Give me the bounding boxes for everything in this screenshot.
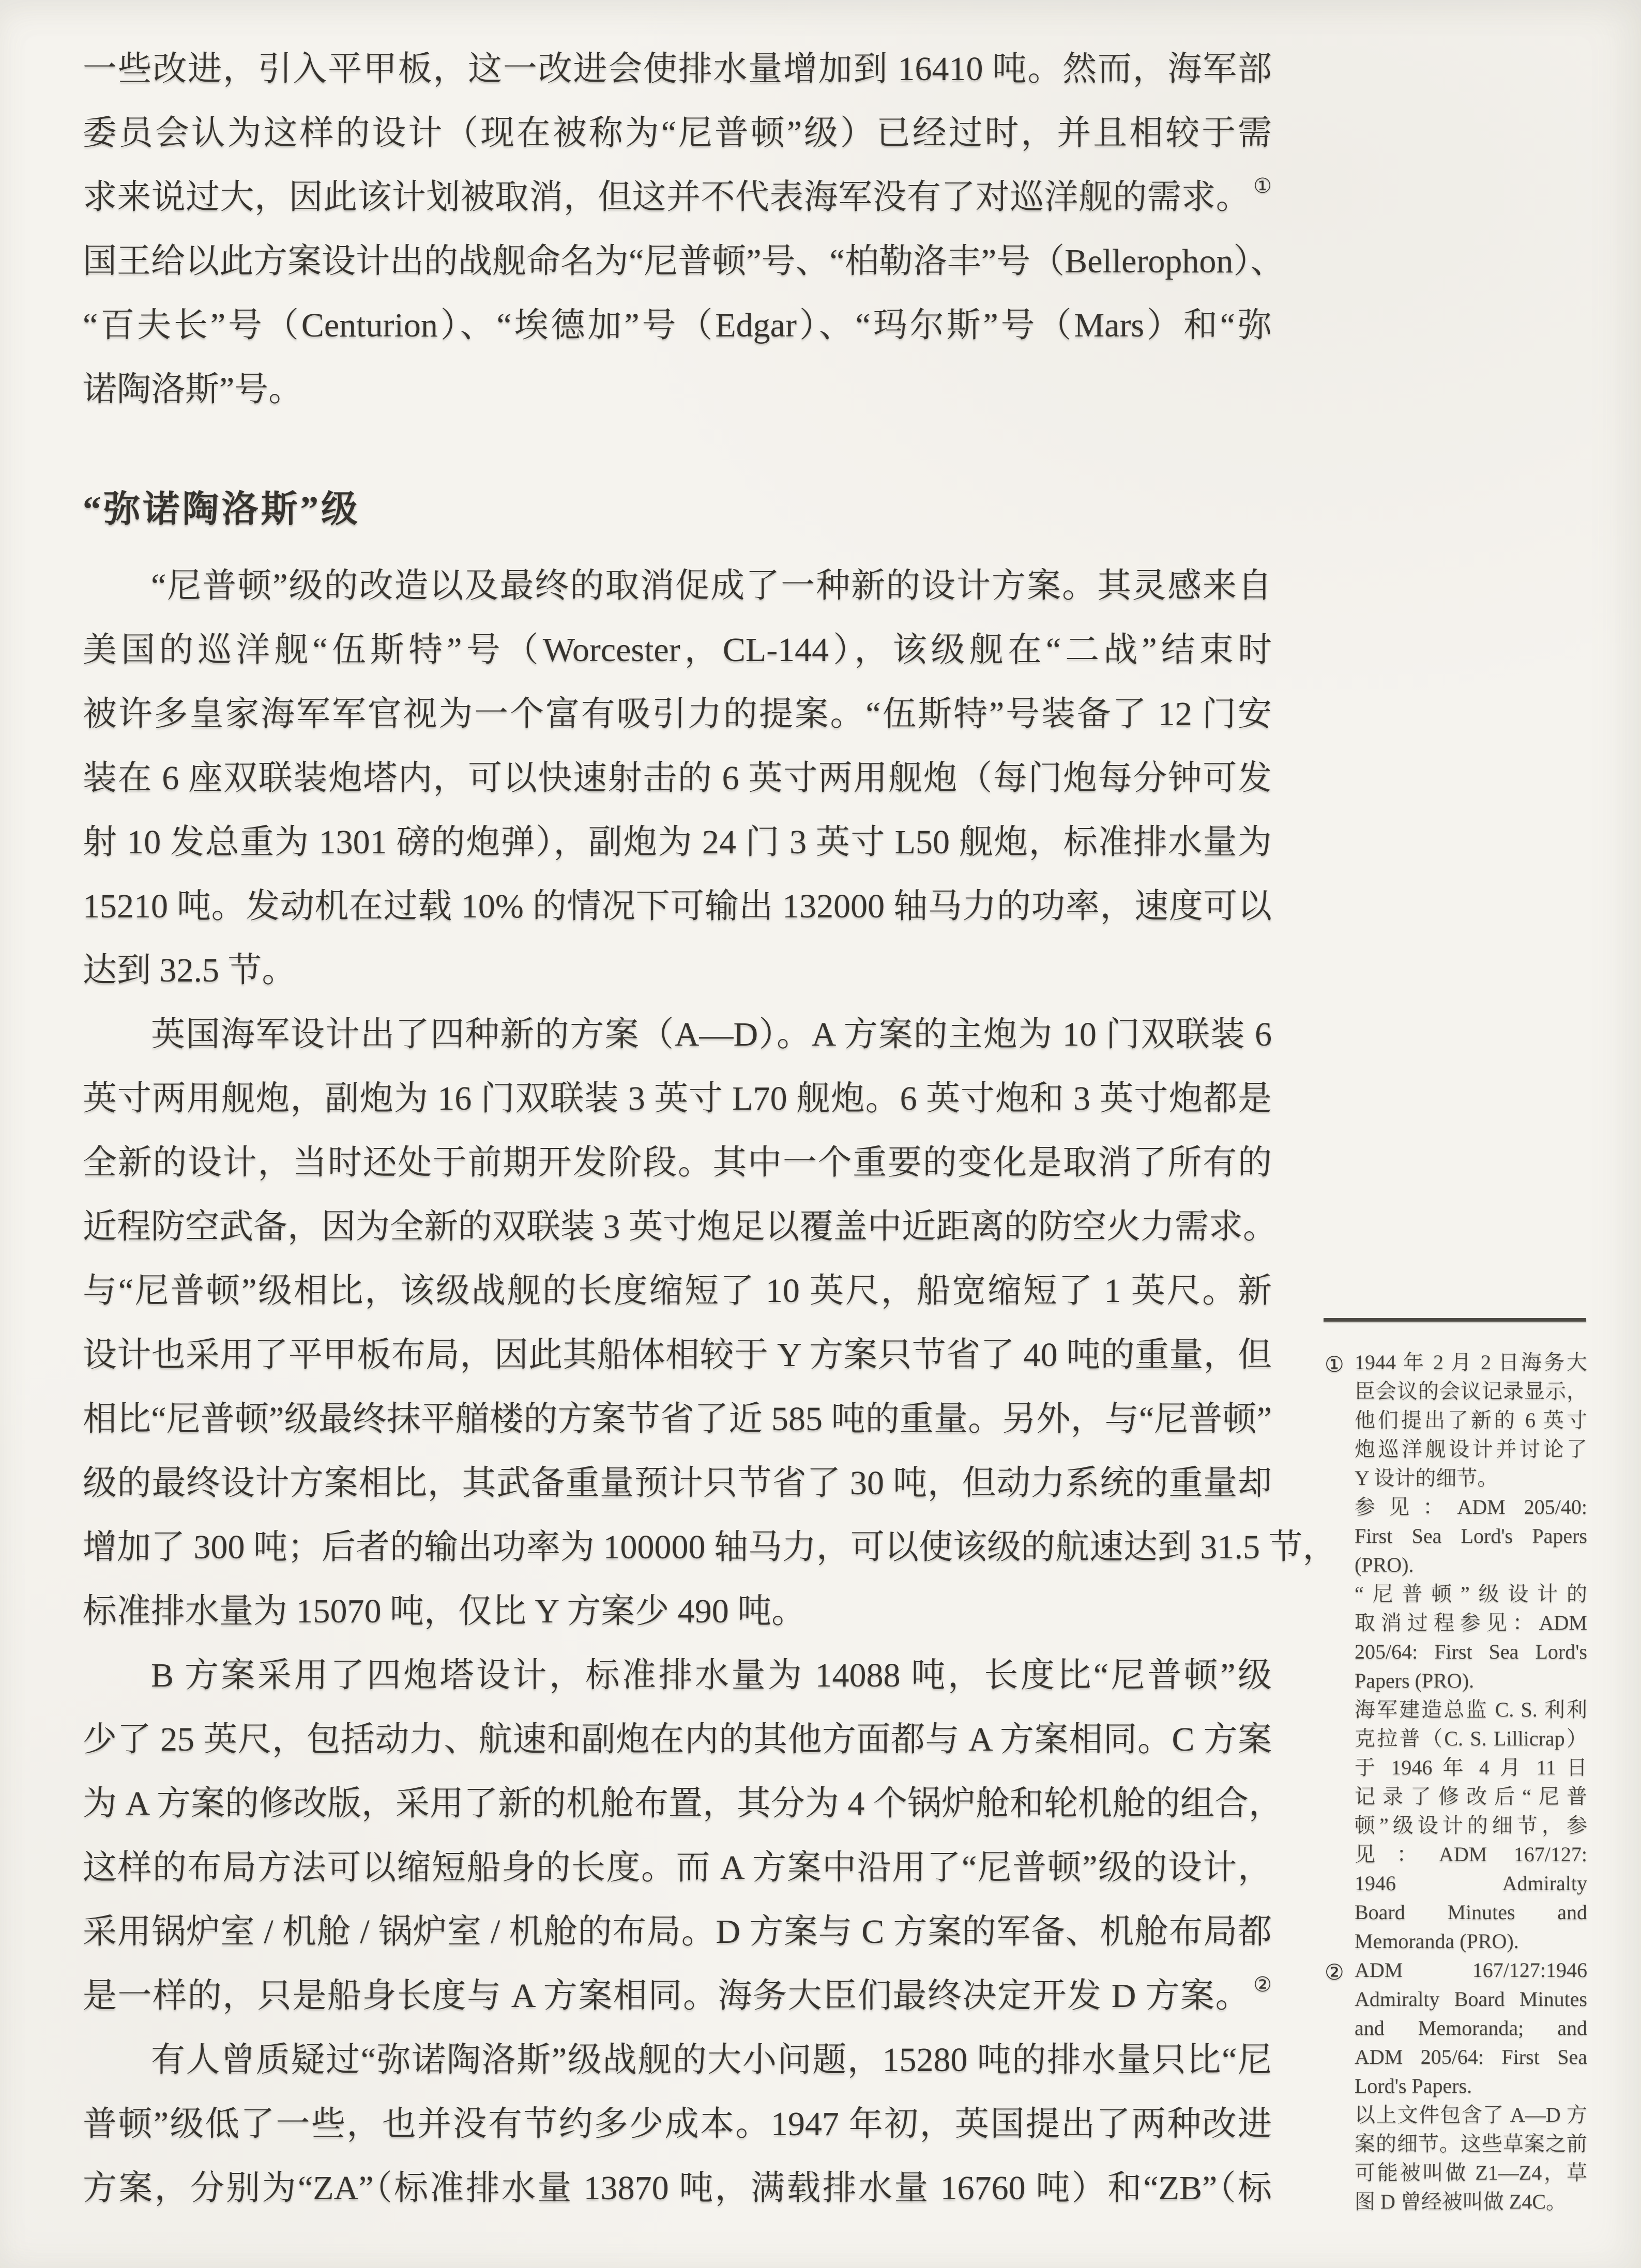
text-line: 记录了修改后“尼普 xyxy=(1355,1785,1587,1808)
text-line: 被许多皇家海军军官视为一个富有吸引力的提案。“伍斯特”号装备了 12 门安 xyxy=(83,695,1272,733)
text-line: ADM 167/127:1946 xyxy=(1355,1958,1587,1982)
text-line: (PRO). xyxy=(1355,1553,1414,1576)
text-line: 普顿”级低了一些，也并没有节约多少成本。1947 年初，英国提出了两种改进 xyxy=(83,2105,1272,2143)
footnote-2-text xyxy=(1355,1956,1587,2216)
text-line: 可能被叫做 Z1—Z4，草 xyxy=(1355,2161,1587,2184)
text-line: 射 10 发总重为 1301 磅的炮弹），副炮为 24 门 3 英寸 L50 舰炮，标准排水量为 xyxy=(83,823,1272,861)
footnote-divider xyxy=(1324,1318,1586,1322)
text-line: 英寸两用舰炮，副炮为 16 门双联装 3 英寸 L70 舰炮。6 英寸炮和 3 英寸炮都是 xyxy=(83,1080,1272,1117)
text-line: 这样的布局方法可以缩短船身的长度。而 A 方案中沿用了“尼普顿”级的设计， xyxy=(83,1849,1272,1887)
text-line: 近程防空武备，因为全新的双联装 3 英寸炮足以覆盖中近距离的防空火力需求。 xyxy=(83,1208,1277,1246)
paragraph-size-question xyxy=(83,2028,1272,2220)
paragraph-worcester xyxy=(83,554,1272,1003)
text-line: 图 D 曾经被叫做 Z4C。 xyxy=(1355,2190,1567,2213)
text-line: 委员会认为这样的设计（现在被称为“尼普顿”级）已经过时，并且相较于需 xyxy=(83,114,1272,152)
text-line: 克拉普（C. S. Lillicrap） xyxy=(1355,1727,1587,1750)
text-line: 见：ADM 167/127: xyxy=(1355,1843,1587,1866)
footnote-marker-1: ① xyxy=(1325,1353,1344,1377)
text-line: 205/64: First Sea Lord's xyxy=(1355,1640,1587,1663)
text-line: Admiralty Board Minutes xyxy=(1355,1987,1587,2011)
text-line: 一些改进，引入平甲板，这一改进会使排水量增加到 16410 吨。然而，海军部 xyxy=(83,50,1272,88)
text-line: 海军建造总监 C. S. 利利 xyxy=(1355,1698,1587,1721)
text-line: Papers (PRO). xyxy=(1355,1669,1475,1692)
text-line: 全新的设计，当时还处于前期开发阶段。其中一个重要的变化是取消了所有的 xyxy=(83,1144,1272,1182)
text-line: 臣会议的会议记录显示， xyxy=(1355,1380,1587,1403)
text-line: 为 A 方案的修改版，采用了新的机舱布置，其分为 4 个锅炉舱和轮机舱的组合， xyxy=(83,1785,1283,1822)
paragraph-continuation xyxy=(83,37,1285,422)
text-line: 案的细节。这些草案之前 xyxy=(1355,2132,1587,2155)
text-line: Y 设计的细节。 xyxy=(1355,1466,1498,1490)
text-line: 相比“尼普顿”级最终抹平艏楼的方案节省了近 585 吨的重量。另外，与“尼普顿” xyxy=(83,1400,1272,1438)
text-line: 采用锅炉室 / 机舱 / 锅炉室 / 机舱的布局。D 方案与 C 方案的军备、机舱布局都 xyxy=(83,1913,1272,1951)
main-text-column xyxy=(83,37,1337,2220)
text-line: 装在 6 座双联装炮塔内，可以快速射击的 6 英寸两用舰炮（每门炮每分钟可发 xyxy=(83,759,1272,797)
text-line: 与“尼普顿”级相比，该级战舰的长度缩短了 10 英尺，船宽缩短了 1 英尺。新 xyxy=(83,1272,1272,1310)
text-line: Memoranda (PRO). xyxy=(1355,1929,1519,1953)
text-line: 求来说过大，因此该计划被取消，但这并不代表海军没有了对巡洋舰的需求。 ① xyxy=(83,174,1272,216)
text-line: 顿”级设计的细节，参 xyxy=(1355,1814,1587,1837)
text-line: 他们提出了新的 6 英寸 xyxy=(1355,1408,1587,1432)
text-line: “百夫长”号（Centurion）、“埃德加”号（Edgar）、“玛尔斯”号（Mars）和“弥 xyxy=(83,307,1272,344)
footnote-ref-marker: ① xyxy=(1253,174,1272,197)
text-line: First Sea Lord's Papers xyxy=(1355,1524,1587,1547)
text-line: 国王给以此方案设计出的战舰命名为“尼普顿”号、“柏勒洛丰”号（Bellerophon）、 xyxy=(83,242,1285,280)
footnote-ref-marker: ② xyxy=(1253,1973,1272,1996)
text-line: 诺陶洛斯”号。 xyxy=(83,371,303,408)
footnote-marker-2: ② xyxy=(1325,1961,1344,1985)
text-line: “尼普顿”级的改造以及最终的取消促成了一种新的设计方案。其灵感来自 xyxy=(151,567,1272,605)
footnote-2 xyxy=(1324,1956,1587,2216)
text-line: 增加了 300 吨；后者的输出功率为 100000 轴马力，可以使该级的航速达到 31.5 节， xyxy=(83,1528,1337,1566)
footnote-column xyxy=(1324,1318,1587,2216)
text-line: 方案，分别为“ZA”（标准排水量 13870 吨，满载排水量 16760 吨）和“ZB”（标 xyxy=(83,2169,1272,2207)
text-line: 1944 年 2 月 2 日海务大 xyxy=(1355,1351,1587,1374)
section-heading: “弥诺陶洛斯”级 xyxy=(83,489,361,530)
text-line: 炮巡洋舰设计并讨论了 xyxy=(1355,1437,1587,1461)
text-line: 于 1946 年 4 月 11 日 xyxy=(1355,1756,1587,1779)
text-line: and Memoranda; and xyxy=(1355,2016,1587,2040)
text-line: 参见：ADM 205/40: xyxy=(1355,1495,1587,1519)
text-line: 美国的巡洋舰“伍斯特”号（Worcester，CL-144），该级舰在“二战”结束时 xyxy=(83,631,1272,669)
text-line: Board Minutes and xyxy=(1355,1901,1587,1924)
text-line: 取消过程参见：ADM xyxy=(1355,1611,1587,1634)
text-line: 标准排水量为 15070 吨，仅比 Y 方案少 490 吨。 xyxy=(83,1592,806,1630)
paragraph-design-a xyxy=(83,1003,1337,1644)
text-line: 级的最终设计方案相比，其武备重量预计只节省了 30 吨，但动力系统的重量却 xyxy=(83,1464,1272,1502)
text-line: 有人曾质疑过“弥诺陶洛斯”级战舰的大小问题，15280 吨的排水量只比“尼 xyxy=(151,2041,1272,2079)
text-line: “尼普顿”级设计的 xyxy=(1355,1582,1587,1605)
text-line: Lord's Papers. xyxy=(1355,2074,1472,2097)
footnote-1 xyxy=(1324,1348,1587,1956)
text-line: 以上文件包含了 A—D 方 xyxy=(1355,2103,1587,2126)
text-line: 达到 32.5 节。 xyxy=(83,952,296,989)
text-line: 少了 25 英尺，包括动力、航速和副炮在内的其他方面都与 A 方案相同。C 方案 xyxy=(83,1721,1272,1758)
text-line: 英国海军设计出了四种新的方案（A—D）。A 方案的主炮为 10 门双联装 6 xyxy=(151,1016,1272,1053)
text-line: 是一样的，只是船身长度与 A 方案相同。海务大臣们最终决定开发 D 方案。 ② xyxy=(83,1973,1272,2015)
footnote-1-text xyxy=(1355,1348,1587,1956)
text-line: 设计也采用了平甲板布局，因此其船体相较于 Y 方案只节省了 40 吨的重量，但 xyxy=(83,1336,1272,1374)
text-line: B 方案采用了四炮塔设计，标准排水量为 14088 吨，长度比“尼普顿”级 xyxy=(151,1657,1272,1694)
text-line: 15210 吨。发动机在过载 10% 的情况下可输出 132000 轴马力的功率，速度可以 xyxy=(83,887,1272,925)
text-line: 1946 Admiralty xyxy=(1355,1872,1587,1895)
paragraph-designs-bcd xyxy=(83,1644,1283,2028)
text-line: ADM 205/64: First Sea xyxy=(1355,2045,1587,2068)
